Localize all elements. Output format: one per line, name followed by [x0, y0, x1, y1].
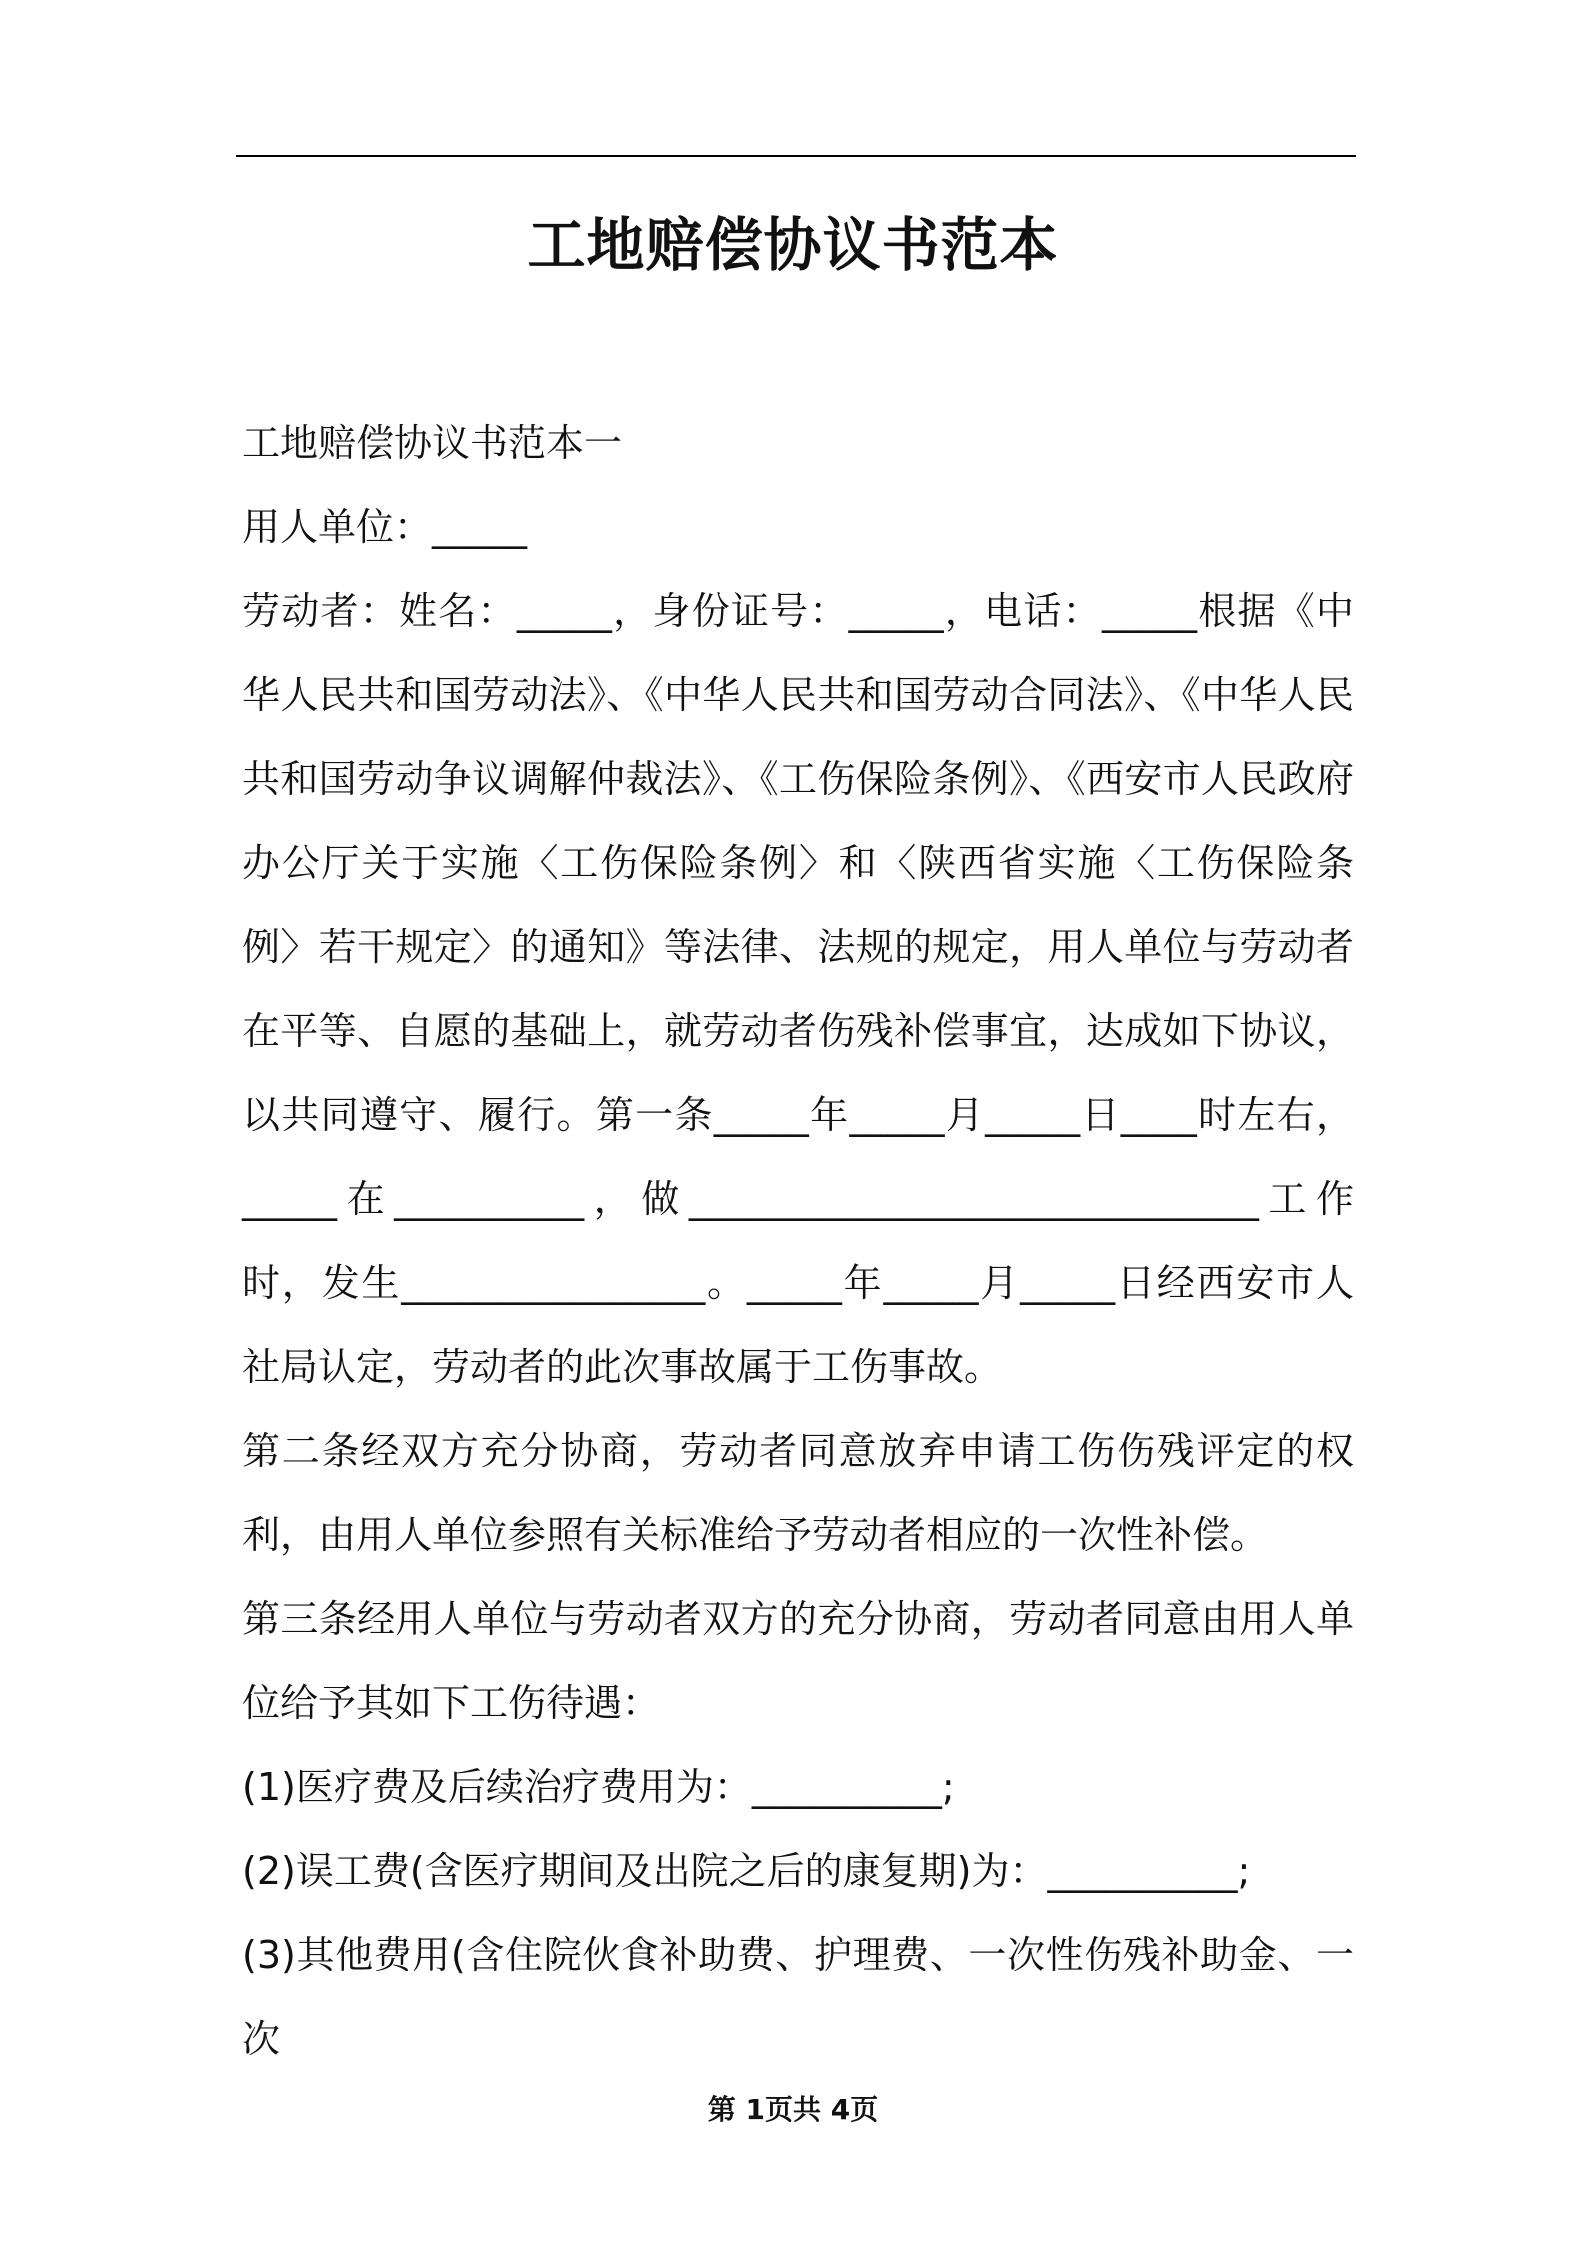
document-title: 工地赔偿协议书范本: [527, 211, 1059, 279]
page-number: 第 1页共 4页: [707, 2093, 879, 2126]
section-heading: 工地赔偿协议书范本一: [242, 421, 623, 465]
worker-info-paragraph: 劳动者：姓名：_____，身份证号：_____，电话：_____根据《中华人民共和国劳动法》、《中华人民共和国劳动合同法》、《中华人民共和国劳动争议调解仲裁法》、《工伤保险条例》、《西安市人民政府办公厅关于实施〈工伤保险条例〉和〈陕西省实施〈工伤保险条例〉若干规定〉的通知》等法律、法规的规定，用人单位与劳动者在平等、自愿的基础上，就劳动者伤残补偿事宜，达成如下协议，以共同遵守、履行。第一条_____年_____月_____日____时左右，_____在__________，做______________________________工作时，发生________________。_____年_____月_____日经西安市人社局认定，劳动者的此次事故属于工伤事故。: [242, 589, 1354, 1389]
header-rule: [236, 155, 1356, 157]
article-two-paragraph: 第二条经双方充分协商，劳动者同意放弃申请工伤伤残评定的权利，由用人单位参照有关标准给予劳动者相应的一次性补偿。: [242, 1429, 1354, 1557]
item-other-fees: (3)其他费用(含住院伙食补助费、护理费、一次性伤残补助金、一次: [242, 1933, 1354, 2061]
employer-field: 用人单位：_____: [242, 505, 528, 549]
article-three-paragraph: 第三条经用人单位与劳动者双方的充分协商，劳动者同意由用人单位给予其如下工伤待遇：: [242, 1597, 1354, 1725]
document-body: [242, 401, 1354, 2081]
item-medical-fees: (1)医疗费及后续治疗费用为：__________;: [242, 1765, 955, 1809]
item-lost-wages: (2)误工费(含医疗期间及出院之后的康复期)为：__________;: [242, 1849, 1251, 1893]
